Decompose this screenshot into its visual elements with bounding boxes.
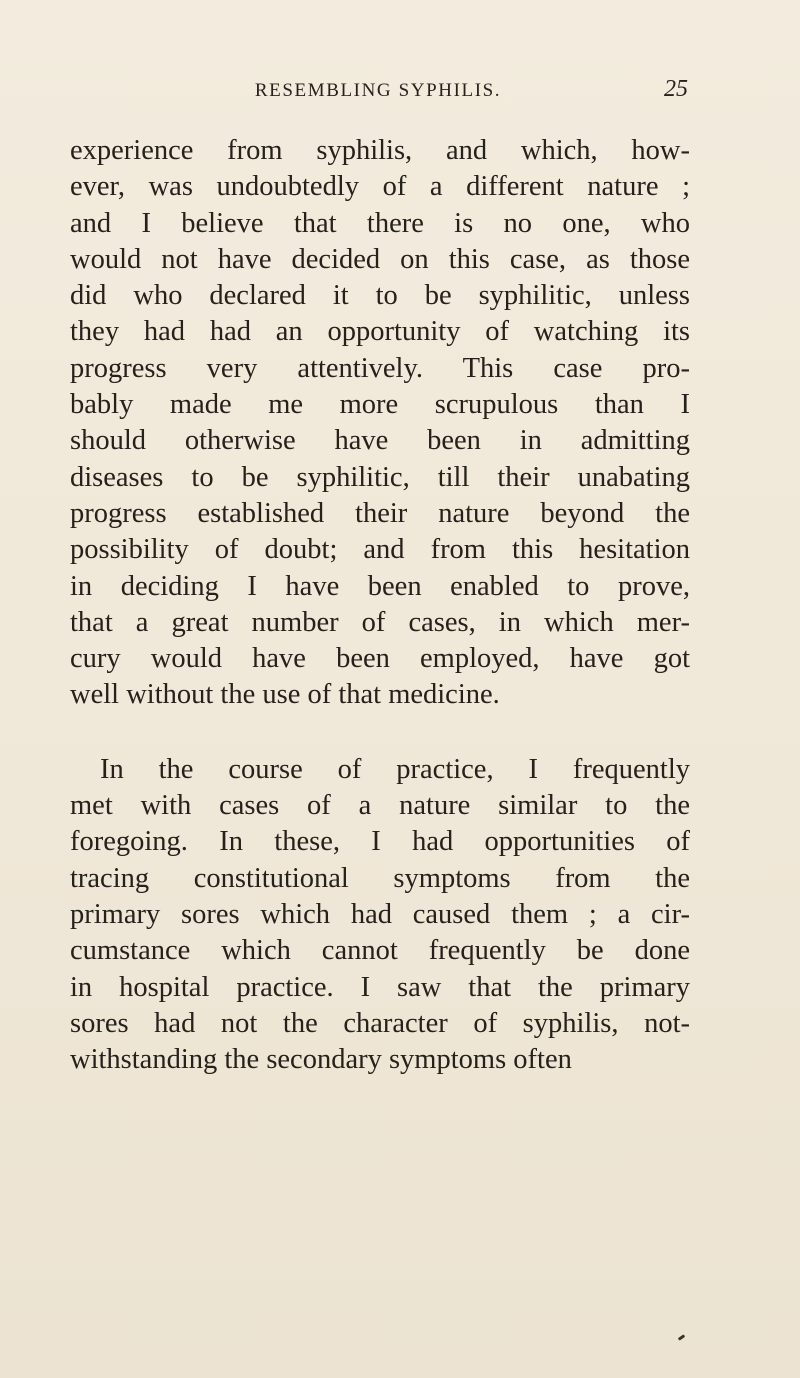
- text-line: in deciding I have been enabled to prove,: [70, 570, 690, 602]
- text-line: bably made me more scrupulous than I: [70, 389, 690, 421]
- paragraph-spacer: [70, 714, 690, 752]
- text-line: well without the use of that medicine.: [70, 679, 500, 711]
- text-line: diseases to be syphilitic, till their unabating: [70, 461, 690, 493]
- page-number: 25: [664, 76, 688, 102]
- text-line: cury would have been employed, have got: [70, 643, 690, 675]
- text-line: foregoing. In these, I had opportunities of: [70, 826, 690, 858]
- text-line: progress established their nature beyond the: [70, 497, 690, 529]
- text-line: tracing constitutional symptoms from the: [70, 862, 690, 894]
- running-header: [70, 76, 686, 106]
- text-line: in hospital practice. I saw that the primary: [70, 971, 690, 1003]
- text-line: withstanding the secondary symptoms often: [70, 1044, 572, 1076]
- text-line: did who declared it to be syphilitic, unless: [70, 280, 690, 312]
- text-line: and I believe that there is no one, who: [70, 207, 690, 239]
- text-line: sores had not the character of syphilis, not-: [70, 1007, 690, 1039]
- text-line: In the course of practice, I frequently: [100, 753, 690, 785]
- text-line: should otherwise have been in admitting: [70, 425, 690, 457]
- text-line: ever, was undoubtedly of a different nature ;: [70, 171, 690, 203]
- text-line: cumstance which cannot frequently be done: [70, 935, 690, 967]
- body-text: [70, 133, 690, 1078]
- text-line: they had had an opportunity of watching its: [70, 316, 690, 348]
- paragraph-1: [70, 133, 690, 714]
- text-line: would not have decided on this case, as those: [70, 243, 690, 275]
- running-title: RESEMBLING SYPHILIS.: [254, 80, 502, 101]
- paragraph-2: [70, 752, 690, 1079]
- text-line: possibility of doubt; and from this hesitation: [70, 534, 690, 566]
- ink-fleck: [678, 1334, 685, 1340]
- text-line: primary sores which had caused them ; a cir-: [70, 898, 690, 930]
- text-line: experience from syphilis, and which, how-: [70, 135, 690, 166]
- text-line: progress very attentively. This case pro-: [70, 352, 690, 384]
- text-line: met with cases of a nature similar to the: [70, 790, 690, 822]
- text-line: that a great number of cases, in which mer-: [70, 606, 690, 638]
